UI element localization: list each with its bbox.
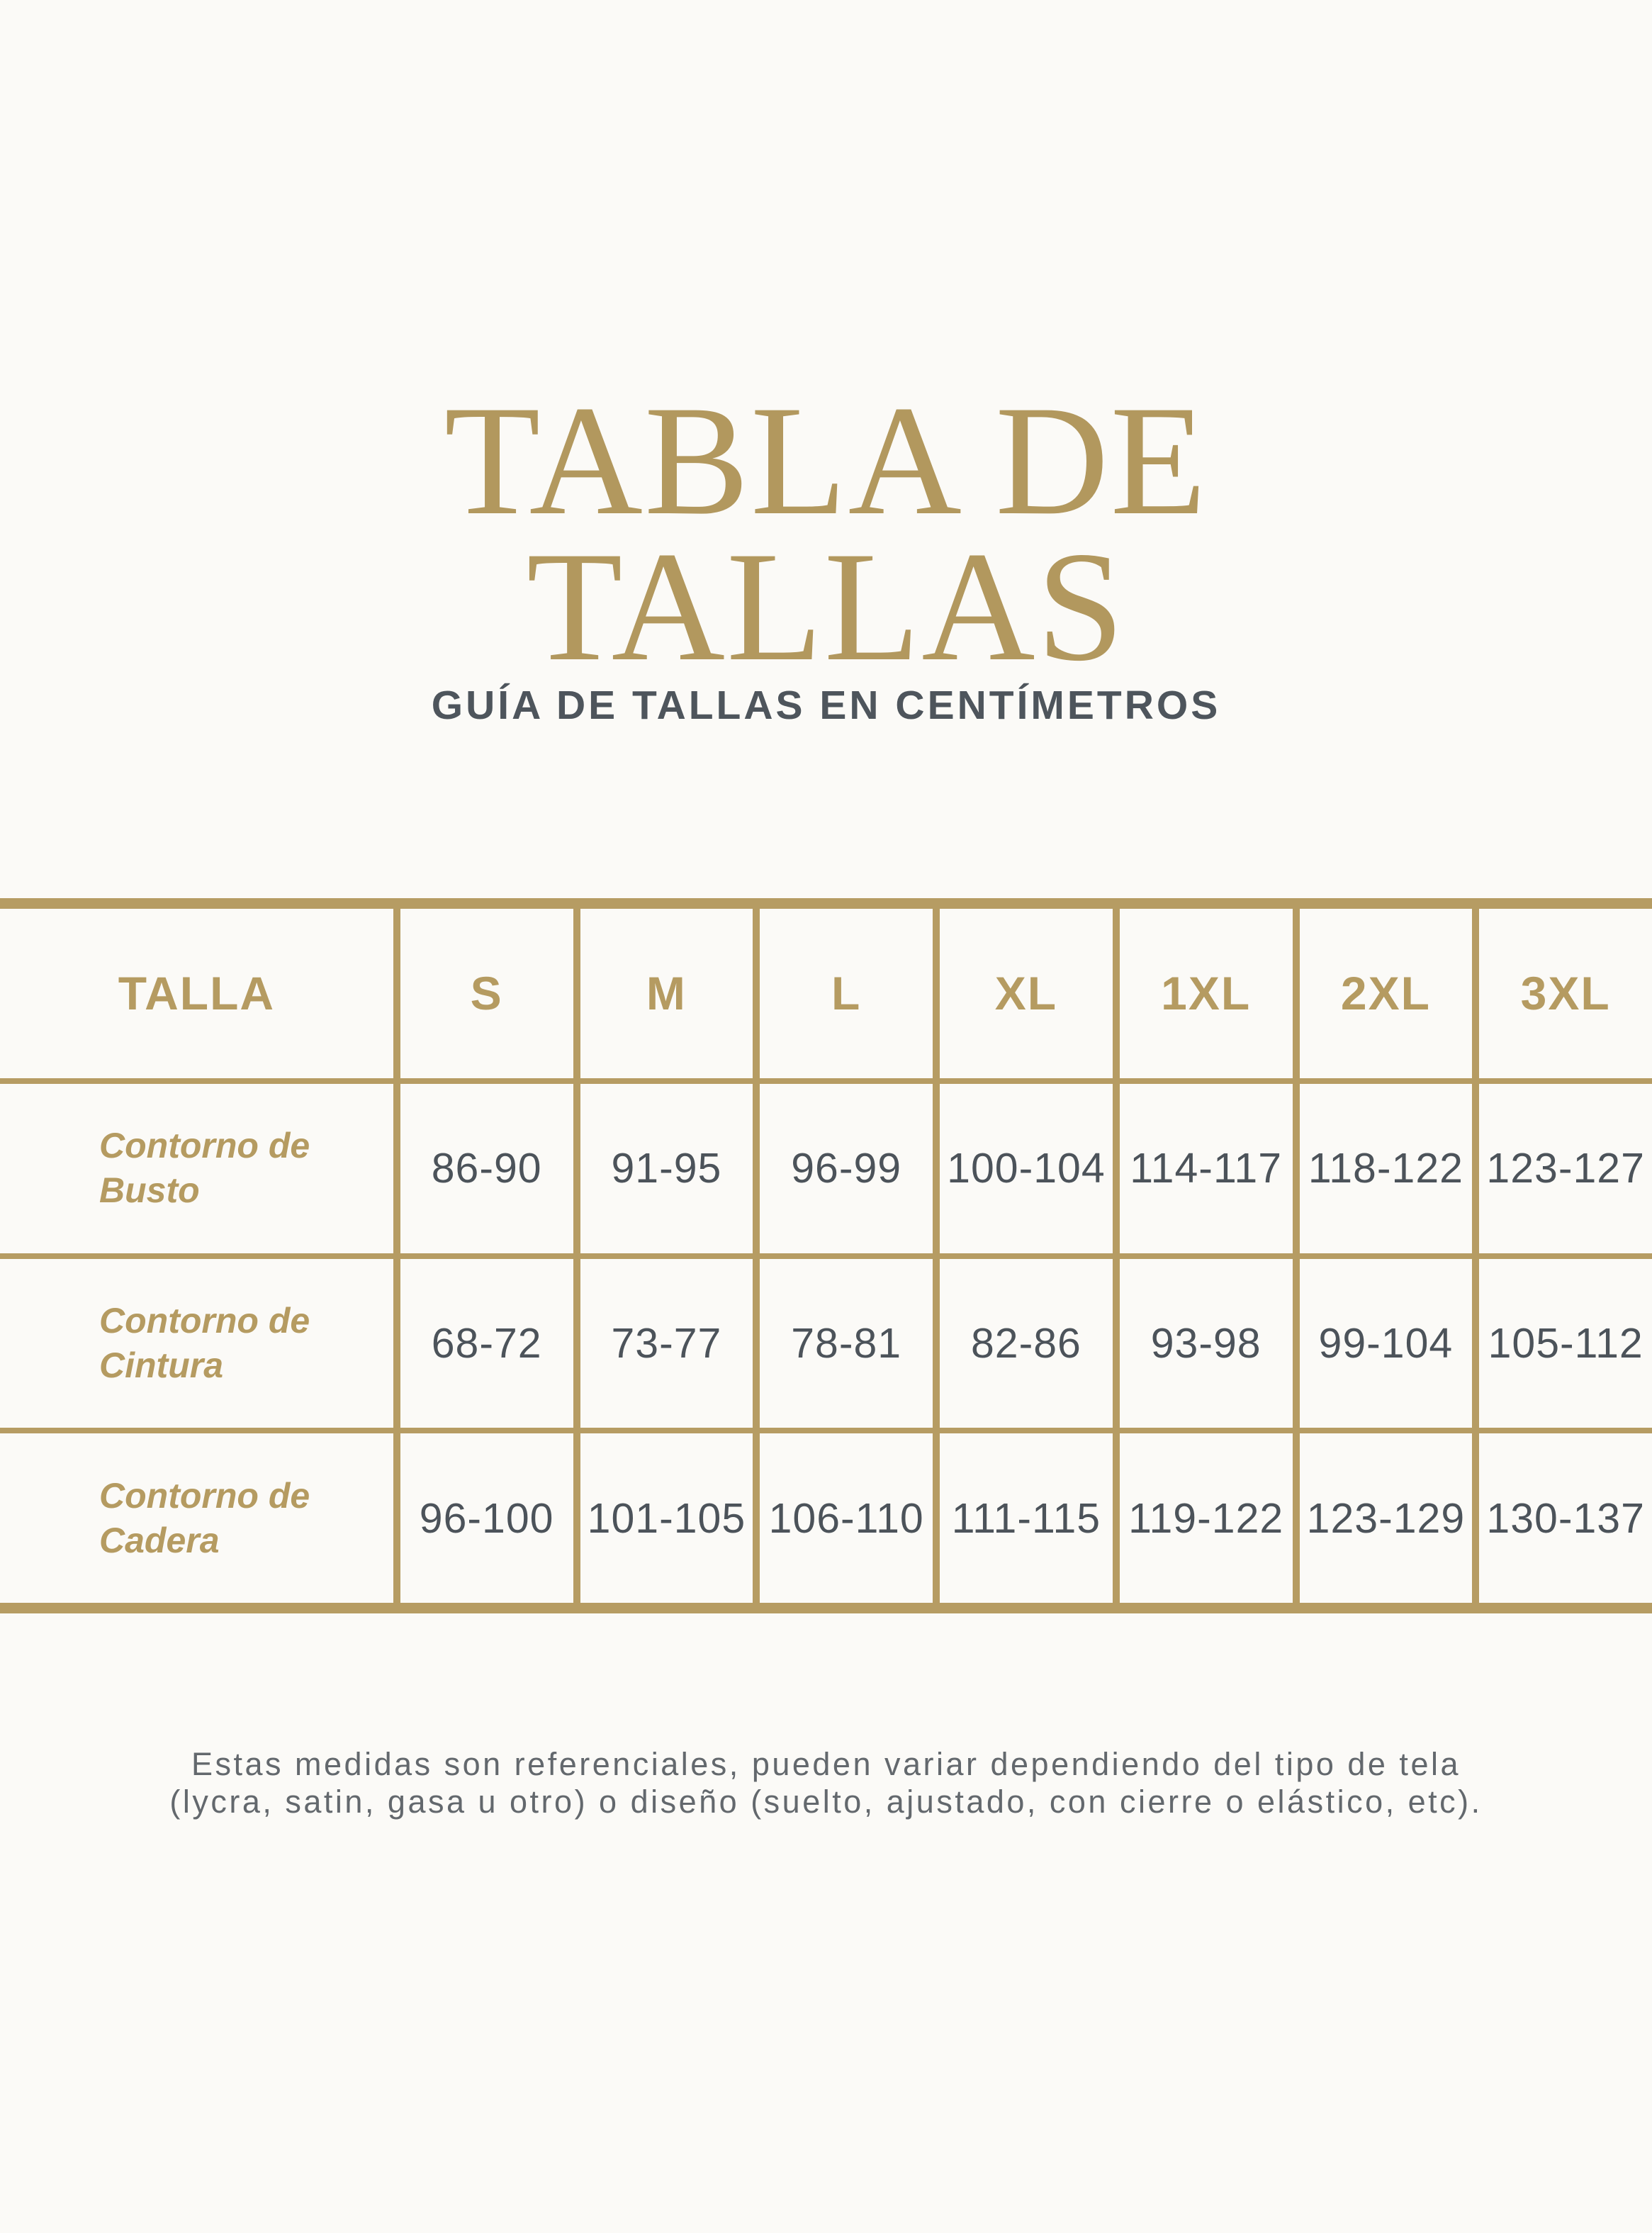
busto-value-2xl: 118-122 bbox=[1293, 1084, 1473, 1253]
cadera-value-2xl: 123-129 bbox=[1293, 1433, 1473, 1603]
table-row-cadera bbox=[0, 1428, 1652, 1603]
busto-value-s: 86-90 bbox=[393, 1084, 573, 1253]
row-label-cintura bbox=[0, 1259, 393, 1428]
cadera-value-1xl: 119-122 bbox=[1113, 1433, 1293, 1603]
header-cell-m: M bbox=[573, 909, 753, 1078]
busto-value-1xl: 114-117 bbox=[1113, 1084, 1293, 1253]
header-cell-xl: XL bbox=[933, 909, 1113, 1078]
header-cell-l: L bbox=[753, 909, 933, 1078]
busto-value-3xl: 123-127 bbox=[1472, 1084, 1652, 1253]
footnote-line-2: (lycra, satin, gasa u otro) o diseño (suelto, ajustado, con cierre o elástico, etc). bbox=[169, 1784, 1483, 1820]
cadera-value-m: 101-105 bbox=[573, 1433, 753, 1603]
header-cell-1xl: 1XL bbox=[1113, 909, 1293, 1078]
cintura-value-s: 68-72 bbox=[393, 1259, 573, 1428]
cadera-value-xl: 111-115 bbox=[933, 1433, 1113, 1603]
cintura-value-l: 78-81 bbox=[753, 1259, 933, 1428]
row-label-busto bbox=[0, 1084, 393, 1253]
row-label-cintura-line-2: Cintura bbox=[99, 1345, 223, 1385]
header-cell-s: S bbox=[393, 909, 573, 1078]
size-table bbox=[0, 898, 1652, 1613]
cintura-value-3xl: 105-112 bbox=[1472, 1259, 1652, 1428]
header-cell-3xl: 3XL bbox=[1472, 909, 1652, 1078]
row-label-cadera-line-1: Contorno de bbox=[99, 1475, 310, 1516]
page-title-line-2: TALLAS bbox=[526, 520, 1126, 695]
row-label-cadera-line-2: Cadera bbox=[99, 1520, 220, 1560]
row-label-busto-line-1: Contorno de bbox=[99, 1126, 310, 1166]
cadera-value-3xl: 130-137 bbox=[1472, 1433, 1652, 1603]
footnote-line-1: Estas medidas son referenciales, pueden variar dependiendo del tipo de tela bbox=[191, 1746, 1461, 1782]
busto-value-m: 91-95 bbox=[573, 1084, 753, 1253]
header-cell-talla: TALLA bbox=[118, 967, 276, 1020]
cintura-value-xl: 82-86 bbox=[933, 1259, 1113, 1428]
cintura-value-2xl: 99-104 bbox=[1293, 1259, 1473, 1428]
page-subtitle: GUÍA DE TALLAS EN CENTÍMETROS bbox=[431, 683, 1221, 728]
busto-value-l: 96-99 bbox=[753, 1084, 933, 1253]
busto-value-xl: 100-104 bbox=[933, 1084, 1113, 1253]
cadera-value-l: 106-110 bbox=[753, 1433, 933, 1603]
size-table-header-row bbox=[0, 909, 1652, 1078]
row-label-cadera bbox=[0, 1433, 393, 1603]
table-row-busto bbox=[0, 1078, 1652, 1253]
page-title bbox=[0, 373, 1652, 695]
row-label-cintura-line-1: Contorno de bbox=[99, 1300, 310, 1341]
footnote bbox=[0, 1745, 1652, 1820]
cintura-value-m: 73-77 bbox=[573, 1259, 753, 1428]
table-row-cintura bbox=[0, 1253, 1652, 1428]
cadera-value-s: 96-100 bbox=[393, 1433, 573, 1603]
page-title-line-1: TABLA DE bbox=[444, 373, 1208, 548]
header-cell-2xl: 2XL bbox=[1293, 909, 1473, 1078]
cintura-value-1xl: 93-98 bbox=[1113, 1259, 1293, 1428]
row-label-busto-line-2: Busto bbox=[99, 1170, 200, 1211]
